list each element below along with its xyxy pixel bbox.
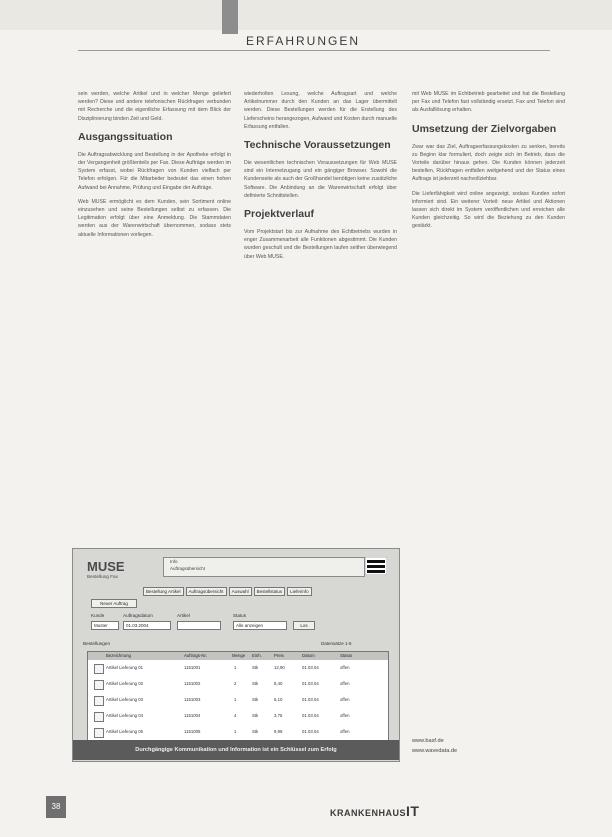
column-2: [244, 90, 397, 267]
row-checkbox[interactable]: [94, 728, 104, 738]
app-screenshot-figure: [72, 548, 400, 762]
brand-mark-icon: [365, 557, 387, 575]
cell: Stk: [252, 665, 259, 670]
column-header: Datum: [302, 653, 315, 658]
cell: 1: [234, 665, 237, 670]
table-row[interactable]: [88, 710, 388, 722]
product-logo: MUSE: [87, 559, 125, 574]
cell: 01.03.04: [302, 665, 319, 670]
status-select[interactable]: Alle anzeigen: [233, 621, 287, 630]
tab-auswahl[interactable]: Auswahl: [229, 587, 252, 596]
section-label: ERFAHRUNGEN: [246, 34, 361, 48]
toolbar: [143, 587, 395, 595]
figure-caption-banner: Durchgängige Kommunikation und Information ist ein Schlüssel zum Erfolg: [73, 740, 399, 760]
cell: 8,40: [274, 681, 283, 686]
cell: 01.03.04: [302, 729, 319, 734]
col2-heading: Technische Voraussetzungen: [244, 139, 391, 152]
cell: offen: [340, 713, 350, 718]
order-date-field[interactable]: 01.03.2004: [123, 621, 171, 630]
cell: Artikel Lieferung 05: [106, 729, 144, 734]
footer-brand-suffix: IT: [406, 803, 420, 819]
list-label: Bestellungen: [83, 641, 111, 646]
table-row[interactable]: [88, 678, 388, 690]
orders-table: [87, 651, 389, 745]
cell: Artikel Lieferung 02: [106, 681, 144, 686]
records-meta: Datensätze 1-5: [321, 641, 352, 646]
article-field[interactable]: [177, 621, 221, 630]
cell: 1151001: [184, 665, 201, 670]
col1-paragraph: sein werden, welche Artikel und in welcher Menge geliefert werden? Diese und andere telefonischen Rückfragen verbunden mit Recherche und die eigentliche Erfassung mit dem Blick der Disziplinierung binden Zeit und Geld.: [78, 91, 231, 122]
table-header: [88, 652, 388, 660]
cell: 01.03.04: [302, 697, 319, 702]
source-link[interactable]: www.basf.de: [412, 738, 444, 744]
cell: 1151003: [184, 697, 201, 702]
cell: 4: [234, 713, 237, 718]
col2-heading: Projektverlauf: [244, 208, 315, 221]
cell: 1: [234, 729, 237, 734]
order-date-label: Auftragsdatum: [123, 613, 153, 618]
cell: 9,99: [274, 729, 283, 734]
article-label: Artikel: [177, 613, 190, 618]
column-header: Einh.: [252, 653, 262, 658]
cell: 1151004: [184, 713, 201, 718]
cell: 3,75: [274, 713, 283, 718]
page-number: 38: [46, 796, 66, 818]
header-box: [163, 557, 365, 577]
header-line-1: Info: [170, 559, 178, 564]
cell: 1: [234, 697, 237, 702]
column-header: Menge: [232, 653, 246, 658]
cell: 12,90: [274, 665, 285, 670]
cell: 5,10: [274, 697, 283, 702]
table-row[interactable]: [88, 726, 388, 738]
column-1: [78, 90, 231, 245]
column-header: Status: [340, 653, 353, 658]
cell: 1151005: [184, 729, 201, 734]
header-rule: [78, 50, 550, 51]
column-header: Bezeichnung: [106, 653, 131, 658]
column-header: Preis: [274, 653, 284, 658]
col3-paragraph: Die Lieferfähigkeit wird online angezeigt, sodass Kunden sofort informiert sind. Ein weiterer Vorteil: neue Artikel und Aktionen lassen sich direkt im System veröffentlichen und erreichen alle Kunden gleichzeitig. So wird die Beziehung zu den Kunden gestärkt.: [412, 190, 565, 230]
source-links: [412, 736, 457, 756]
go-button[interactable]: Los: [293, 621, 315, 630]
col1-paragraph: Web MUSE ermöglicht es dem Kunden, sein Sortiment online einzusehen und seine Bestellungen selbst zu erfassen. Die Legitimation erfolgt über eine Anmeldung. Die Stammdaten werden aus der Warenwirtschaft übernommen, sodass stets aktuelle Informationen vorliegen.: [78, 198, 231, 238]
cell: Artikel Lieferung 04: [106, 713, 144, 718]
cell: offen: [340, 697, 350, 702]
tab-bestellung[interactable]: Bestellung Artikel: [143, 587, 184, 596]
col1-paragraph: Die Auftragsabwicklung und Bestellung in der Apotheke erfolgt in der Vergangenheit größtenteils per Fax. Diese Aufträge werden im System erfasst, wobei Rückfragen von Kunden vielfach per Telefon erfolgen. Für die Mitarbeiter bedeutet das einen hohen Aufwand bei Annahme, Prüfung und Eingabe der Aufträge.: [78, 151, 231, 191]
top-bar: [0, 0, 612, 30]
cell: 1151002: [184, 681, 201, 686]
row-checkbox[interactable]: [94, 680, 104, 690]
cell: Artikel Lieferung 03: [106, 697, 144, 702]
col3-paragraph: mit Web MUSE im Echtbetrieb gearbeitet und hat die Bestellung per Fax und Telefon fast vollständig ersetzt. Fax und Telefon sind als Ausfalllösung erhalten.: [412, 91, 565, 114]
col3-heading: Umsetzung der Zielvorgaben: [412, 122, 557, 135]
footer-brand: [330, 803, 419, 819]
cell: offen: [340, 729, 350, 734]
product-subtitle: Bestellung Fax: [87, 574, 119, 579]
row-checkbox[interactable]: [94, 696, 104, 706]
row-checkbox[interactable]: [94, 712, 104, 722]
cell: Stk: [252, 681, 259, 686]
customer-field[interactable]: Muster: [91, 621, 119, 630]
col2-paragraph: Die wesentlichen technischen Voraussetzungen für Web MUSE sind ein Internetzugang und ein gängiger Browser. Sowohl die Kundenseite als auch der Großhandel benötigen keine zusätzliche Software. Die Anbindung an die Warenwirtschaft erfolgt über definierte Schnittstellen.: [244, 160, 397, 199]
col3-paragraph: Zwar war das Ziel, Auftragserfassungskosten zu senken, bereits zu Beginn klar formuliert, doch zeigte sich im Betrieb, dass die Vorteile darüber hinaus gehen. Die Kunden können jederzeit bestellen, Rückfragen entfallen weitgehend und der Status eines Auftrags ist jederzeit nachvollziehbar.: [412, 143, 565, 183]
tab-auftragsuebersicht[interactable]: Auftragsübersicht: [186, 587, 227, 596]
cell: 01.03.04: [302, 713, 319, 718]
cell: Stk: [252, 713, 259, 718]
new-order-button[interactable]: Neuer Auftrag: [91, 599, 137, 608]
customer-label: Kunde: [91, 613, 105, 618]
tab-lieferinfo[interactable]: Lieferinfo: [287, 587, 312, 596]
status-label: Status: [233, 613, 247, 618]
table-row[interactable]: [88, 662, 388, 674]
column-header: Auftrags-Nr.: [184, 653, 207, 658]
order-form: [81, 599, 391, 639]
cell: Stk: [252, 697, 259, 702]
row-checkbox[interactable]: [94, 664, 104, 674]
footer-brand-prefix: KRANKENHAUS: [330, 808, 407, 818]
cell: Artikel Lieferung 01: [106, 665, 144, 670]
col1-heading: Ausgangssituation: [78, 130, 173, 143]
tab-bestellstatus[interactable]: Bestellstatus: [254, 587, 286, 596]
cell: Stk: [252, 729, 259, 734]
cell: 01.03.04: [302, 681, 319, 686]
cell: offen: [340, 665, 350, 670]
col2-paragraph: Vom Projektstart bis zur Aufnahme des Echtbetriebs wurden in enger Zusammenarbeit alle Funktionen abgestimmt. Die Kunden wurden geschult und die Bestellungen laufen seither überwiegend über Web MUSE.: [244, 229, 397, 260]
section-tab: [222, 0, 238, 34]
cell: offen: [340, 681, 350, 686]
col2-paragraph: wiederholten Lesung, welche Auftragsart und welche Artikelnummer durch den Kunden an das Lager übermittelt werden. Diese Bestellungen werden für die Erstellung des Lieferscheins herangezogen, Aufwand und Kosten durch manuelle Erfassung entfallen.: [244, 91, 397, 130]
source-link[interactable]: www.wavedata.de: [412, 748, 458, 754]
column-3: [412, 90, 565, 237]
header-line-2: Auftragsübersicht: [170, 566, 206, 571]
cell: 2: [234, 681, 237, 686]
table-row[interactable]: [88, 694, 388, 706]
